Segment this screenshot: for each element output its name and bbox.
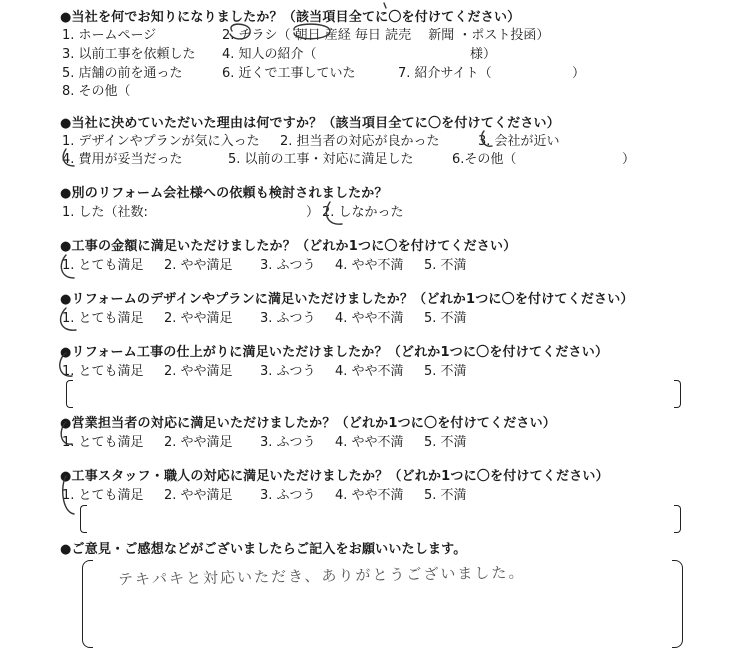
option-dissatisfied[interactable]: 5. 不満 <box>424 258 467 273</box>
option-somewhat-satisfied[interactable]: 2. やや満足 <box>164 488 233 503</box>
option-somewhat-dissatisfied[interactable]: 4. やや不満 <box>335 364 404 379</box>
option-passed-store[interactable]: 5. 店舗の前を通った <box>62 66 183 81</box>
option-somewhat-satisfied[interactable]: 2. やや満足 <box>164 311 233 326</box>
option-referral-site-close: ） <box>572 66 586 81</box>
question-title: ●リフォーム工事の仕上がりに満足いただけましたか？（どれか1つに〇を付けてください） <box>60 345 609 360</box>
option-very-satisfied[interactable]: 1. とても満足 <box>62 258 144 273</box>
option-somewhat-dissatisfied[interactable]: 4. やや不満 <box>335 488 404 503</box>
option-very-satisfied[interactable]: 1. とても満足 <box>62 435 144 450</box>
option-neutral[interactable]: 3. ふつう <box>260 435 316 450</box>
option-other-close: ） <box>622 152 636 167</box>
option-somewhat-satisfied[interactable]: 2. やや満足 <box>164 258 233 273</box>
option-other[interactable]: 6.その他（ <box>452 152 517 167</box>
option-staff[interactable]: 2. 担当者の対応が良かった <box>280 134 440 149</box>
option-very-satisfied[interactable]: 1. とても満足 <box>62 311 144 326</box>
option-referral-site[interactable]: 7. 紹介サイト（ <box>398 66 492 81</box>
option-neutral[interactable]: 3. ふつう <box>260 311 316 326</box>
question-title: ●当社を何でお知りになりましたか？（該当項目全てに〇を付けてください） <box>60 10 521 25</box>
question-title: ●当社に決めていただいた理由は何ですか？（該当項目全てに〇を付けてください） <box>60 116 560 131</box>
option-no[interactable]: 2. しなかった <box>322 205 404 220</box>
question-title: ●別のリフォーム会社様への依頼も検討されましたか？ <box>60 186 388 201</box>
option-nearby-work[interactable]: 6. 近くで工事していた <box>222 66 356 81</box>
question-title: ●工事スタッフ・職人の対応に満足いただけましたか？（どれか1つに〇を付けてください） <box>60 469 609 484</box>
option-dissatisfied[interactable]: 5. 不満 <box>424 311 467 326</box>
comment-bracket-left <box>80 505 87 533</box>
option-yes-close: ） <box>306 205 320 220</box>
option-other[interactable]: 8. その他（ <box>62 84 131 99</box>
question-title: ●ご意見・ご感想などがございましたらご記入をお願いいたします。 <box>60 542 467 557</box>
comment-box-left-bracket <box>82 560 93 648</box>
option-yes[interactable]: 1. した（社数: <box>62 205 148 220</box>
question-title: ●リフォームのデザインやプランに満足いただけましたか？（どれか1つに〇を付けてください） <box>60 292 634 307</box>
option-homepage[interactable]: 1. ホームページ <box>62 28 157 43</box>
option-dissatisfied[interactable]: 5. 不満 <box>424 364 467 379</box>
handwritten-comment[interactable]: テキパキと対応いただき、ありがとうございました。 <box>117 563 526 589</box>
option-flyer[interactable]: 2. チラシ（ 朝日 産経 毎日 読売 新聞 ・ポスト投函） <box>222 28 550 43</box>
comment-bracket-right <box>674 380 681 408</box>
option-somewhat-satisfied[interactable]: 2. やや満足 <box>164 364 233 379</box>
question-title: ●工事の金額に満足いただけましたか？（どれか1つに〇を付けてください） <box>60 239 517 254</box>
option-design[interactable]: 1. デザインやプランが気に入った <box>62 134 260 149</box>
option-very-satisfied[interactable]: 1. とても満足 <box>62 364 144 379</box>
option-neutral[interactable]: 3. ふつう <box>260 258 316 273</box>
option-somewhat-satisfied[interactable]: 2. やや満足 <box>164 435 233 450</box>
option-dissatisfied[interactable]: 5. 不満 <box>424 435 467 450</box>
comment-bracket-left <box>66 380 73 408</box>
comment-bracket-right <box>674 505 681 533</box>
question-title: ●営業担当者の対応に満足いただけましたか？（どれか1つに〇を付けてください） <box>60 416 556 431</box>
option-referral-suffix: 様） <box>470 47 497 62</box>
option-referral[interactable]: 4. 知人の紹介（ <box>222 47 317 62</box>
option-very-satisfied[interactable]: 1. とても満足 <box>62 488 144 503</box>
option-somewhat-dissatisfied[interactable]: 4. やや不満 <box>335 311 404 326</box>
comment-box-right-bracket <box>672 560 683 648</box>
option-previous-satisfied[interactable]: 5. 以前の工事・対応に満足した <box>228 152 414 167</box>
option-somewhat-dissatisfied[interactable]: 4. やや不満 <box>335 435 404 450</box>
option-cost[interactable]: 4. 費用が妥当だった <box>62 152 183 167</box>
option-dissatisfied[interactable]: 5. 不満 <box>424 488 467 503</box>
option-close-company[interactable]: 3. 会社が近い <box>478 134 560 149</box>
option-neutral[interactable]: 3. ふつう <box>260 364 316 379</box>
option-neutral[interactable]: 3. ふつう <box>260 488 316 503</box>
option-previous-work[interactable]: 3. 以前工事を依頼した <box>62 47 196 62</box>
option-somewhat-dissatisfied[interactable]: 4. やや不満 <box>335 258 404 273</box>
